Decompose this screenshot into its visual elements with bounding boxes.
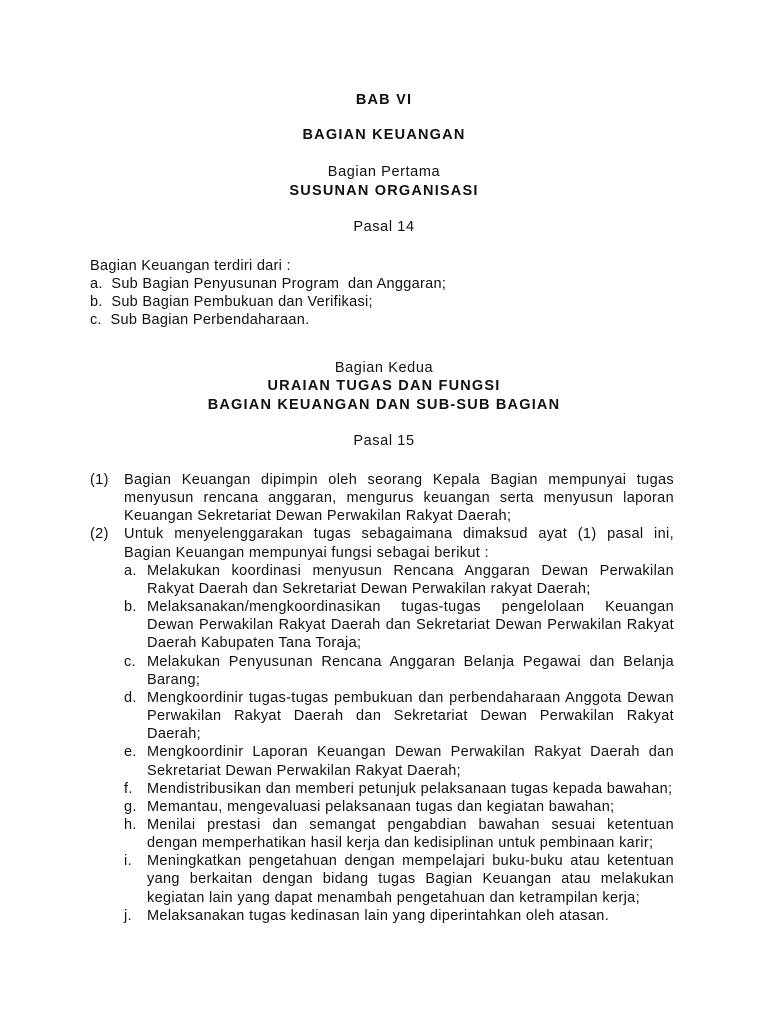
- function-item-b: [124, 598, 674, 652]
- section-title: BAGIAN KEUANGAN: [302, 127, 466, 143]
- part2-label: Bagian Kedua: [334, 360, 434, 376]
- chapter-heading: BAB VI: [355, 92, 413, 108]
- part1-label: Bagian Pertama: [327, 164, 441, 180]
- article-15-content: [90, 471, 674, 925]
- function-item-i: [124, 852, 674, 906]
- function-item-d: [124, 689, 674, 743]
- item-text: Melakukan Penyusunan Rencana Anggaran Belanja Pegawai dan Belanja Barang;: [147, 653, 674, 688]
- part1-title: SUSUNAN ORGANISASI: [289, 183, 479, 199]
- function-item-f: [124, 780, 674, 798]
- item-letter: a.: [124, 562, 137, 579]
- function-item-a: [124, 562, 674, 598]
- list-item: a. Sub Bagian Penyusunan Program dan Anggaran;: [90, 276, 447, 292]
- paragraph-2: [90, 525, 674, 924]
- item-letter: j.: [124, 907, 132, 924]
- list-item: c. Sub Bagian Perbendaharaan.: [90, 312, 310, 328]
- item-letter: g.: [124, 798, 137, 815]
- item-letter: c.: [124, 653, 136, 670]
- part2-title-1: URAIAN TUGAS DAN FUNGSI: [267, 378, 501, 394]
- item-text: Melakukan koordinasi menyusun Rencana Anggaran Dewan Perwakilan Rakyat Daerah dan Sekretariat Dewan Perwakilan rakyat Daerah;: [147, 562, 674, 597]
- item-letter: e.: [124, 744, 137, 761]
- item-text: Mendistribusikan dan memberi petunjuk pelaksanaan tugas kepada bawahan;: [147, 780, 673, 797]
- item-letter: b.: [124, 599, 137, 616]
- item-text: Mengkoordinir tugas-tugas pembukuan dan perbendaharaan Anggota Dewan Perwakilan Rakyat Daerah dan Sekretariat Dewan Perwakilan Rakyat Daerah;: [147, 689, 674, 743]
- item-text: Melaksanakan/mengkoordinasikan tugas-tugas pengelolaan Keuangan Dewan Perwakilan Rakyat Daerah dan Sekretariat Dewan Perwakilan Rakyat Daerah Kabupaten Tana Toraja;: [147, 599, 674, 652]
- item-text: Memantau, mengevaluasi pelaksanaan tugas dan kegiatan bawahan;: [147, 798, 615, 815]
- paragraph-number: (1): [90, 472, 109, 488]
- item-letter: h.: [124, 816, 137, 833]
- article-14: Pasal 14: [353, 219, 415, 235]
- paragraph-text: Untuk menyelenggarakan tugas sebagaimana dimaksud ayat (1) pasal ini, Bagian Keuangan mempunyai fungsi sebagai berikut :: [124, 526, 674, 561]
- item-letter: d.: [124, 689, 137, 706]
- paragraph-1: [90, 471, 674, 525]
- function-item-g: [124, 798, 674, 816]
- paragraph-text: Bagian Keuangan dipimpin oleh seorang Kepala Bagian mempunyai tugas menyusun rencana anggaran, mengurus keuangan serta menyusun laporan Keuangan Sekretariat Dewan Perwakilan Rakyat Daerah;: [124, 472, 674, 525]
- function-item-c: [124, 653, 674, 689]
- function-item-e: [124, 743, 674, 779]
- paragraph-number: (2): [90, 526, 109, 543]
- item-text: Mengkoordinir Laporan Keuangan Dewan Perwakilan Rakyat Daerah dan Sekretariat Dewan Perwakilan Rakyat Daerah;: [147, 744, 674, 779]
- item-text: Meningkatkan pengetahuan dengan mempelajari buku-buku atau ketentuan yang berkaitan dengan bidang tugas Bagian Keuangan atau melakukan kegiatan lain yang dapat menambah pengetahuan dan ketrampilan kerja;: [147, 853, 674, 906]
- list-item: b. Sub Bagian Pembukuan dan Verifikasi;: [90, 294, 373, 310]
- part2-title-2: BAGIAN KEUANGAN DAN SUB-SUB BAGIAN: [207, 397, 561, 413]
- item-letter: i.: [124, 853, 132, 870]
- function-item-h: [124, 816, 674, 852]
- item-text: Melaksanakan tugas kedinasan lain yang diperintahkan oleh atasan.: [147, 907, 610, 924]
- item-text: Menilai prestasi dan semangat pengabdian bawahan sesuai ketentuan dengan memperhatikan hasil kerja dan kedisiplinan untuk pembinaan karir;: [147, 816, 674, 852]
- part1-content: [90, 257, 446, 329]
- intro-text: Bagian Keuangan terdiri dari :: [90, 258, 291, 274]
- item-letter: f.: [124, 780, 133, 797]
- paragraph-body: [124, 525, 674, 924]
- function-item-j: [124, 907, 674, 925]
- article-15: Pasal 15: [353, 433, 415, 449]
